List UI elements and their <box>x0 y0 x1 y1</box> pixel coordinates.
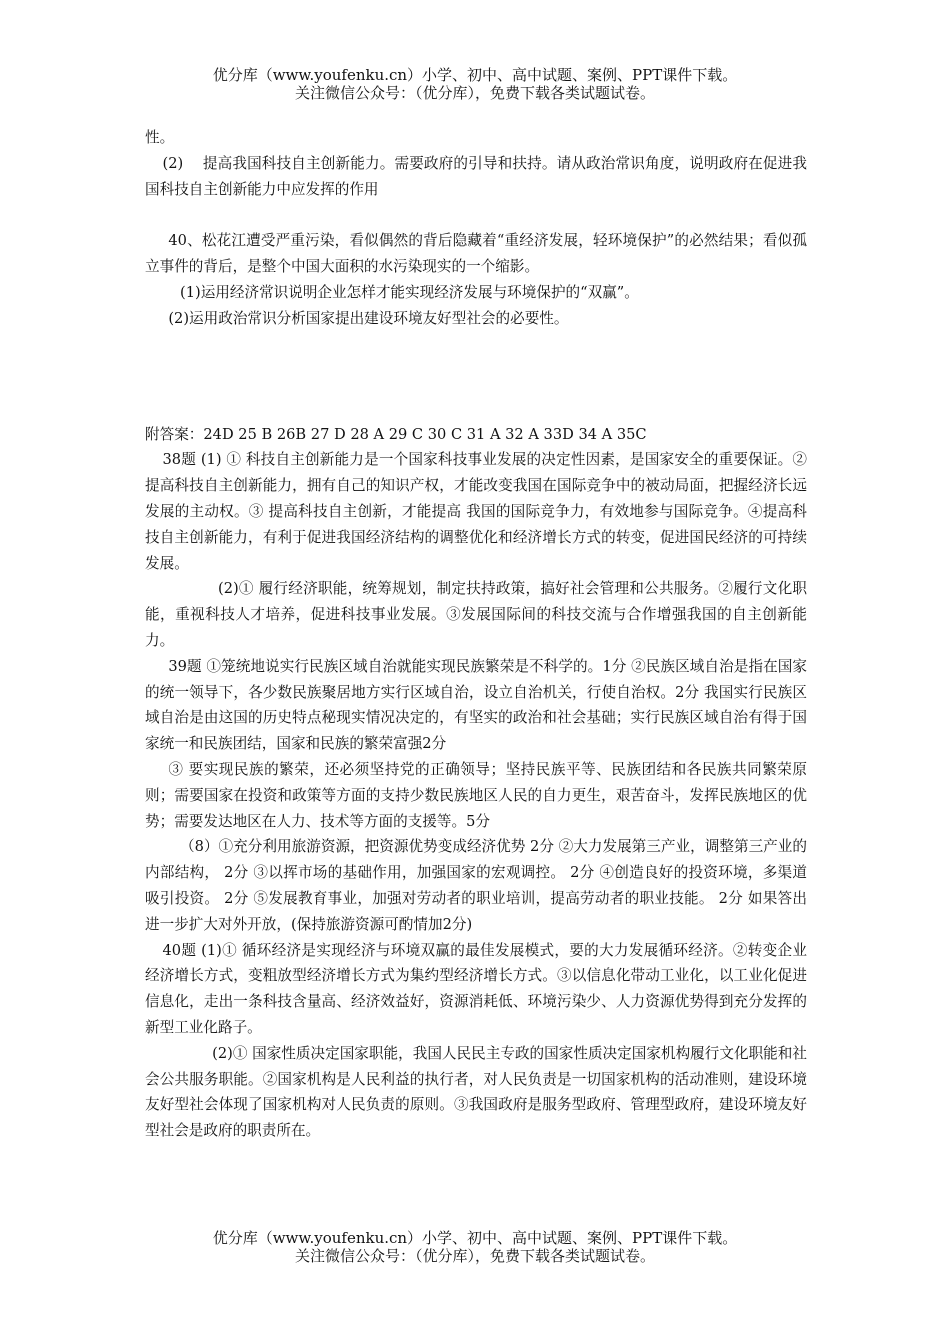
document-body <box>145 125 807 1144</box>
page-footer <box>0 1229 950 1265</box>
answer-39-part-1: 39题 ①笼统地说实行民族区域自治就能实现民族繁荣是不科学的。1分 ②民族区域自治是指在国家的统一领导下，各少数民族聚居地方实行区域自治，设立自治机关，行使自治权。2分 我国实行民族区域自治是由这国的历史特点秘现实情况决定的，有坚实的政治和社会基础；实行民族区域自治有得于国家统一和民族团结，国家和民族的繁荣富强2分 <box>145 657 807 753</box>
header-line-1: 优分库（www.youfenku.cn）小学、初中、高中试题、案例、PPT课件下载。 <box>212 66 738 84</box>
question-40: 40、松花江遭受严重污染，看似偶然的背后隐藏着“重经济发展，轻环境保护”的必然结果；看似孤立事件的背后，是整个中国大面积的水污染现实的一个缩影。 <box>145 232 807 276</box>
page-header <box>0 66 950 102</box>
answer-39-part-8: （8）①充分利用旅游资源，把资源优势变成经济优势 2分 ②大力发展第三产业，调整第三产业的内部结构， 2分 ③以挥市场的基础作用，加强国家的宏观调控。 2分 ④创造良好的投资环境，多渠道吸引投资。 2分 ⑤发展教育事业，加强对劳动者的职业培训，提高劳动者的职业技能。 2分 如果答出进一步扩大对外开放，(保持旅游资源可酌情加2分) <box>145 838 807 933</box>
answer-key: 附答案：24D 25 B 26B 27 D 28 A 29 C 30 C 31 A 32 A 33D 34 A 35C <box>145 425 647 443</box>
answer-38-part-2: (2)① 履行经济职能，统筹规划，制定扶持政策，搞好社会管理和公共服务。②履行文化职能，重视科技人才培养，促进科技事业发展。③发展国际间的科技交流与合作增强我国的自主创新能力。 <box>145 580 807 649</box>
answer-38-part-1: 38题 (1) ① 科技自主创新能力是一个国家科技事业发展的决定性因素，是国家安全的重要保证。②提高科技自主创新能力，拥有自己的知识产权，才能改变我国在国际竞争中的被动局面，把握经济长远发展的主动权。③ 提高科技自主创新，才能提高 我国的国际竞争力，有效地参与国际竞争。④提高科技自主创新能力，有利于促进我国经济结构的调整优化和经济增长方式的转变，促进国民经济的可持续发展。 <box>145 451 807 572</box>
paragraph-tail: 性。 <box>145 129 175 146</box>
answer-39-part-3: ③ 要实现民族的繁荣，还必须坚持党的正确领导；坚持民族平等、民族团结和各民族共同繁荣原则；需要国家在投资和政策等方面的支持少数民族地区人民的自力更生，艰苦奋斗，发挥民族地区的优势；需要发达地区在人力、技术等方面的支援等。5分 <box>145 760 807 830</box>
header-line-2: 关注微信公众号：（优分库），免费下载各类试题试卷。 <box>294 84 655 102</box>
question-40-part-2: (2)运用政治常识分析国家提出建设环境友好型社会的必要性。 <box>168 309 569 327</box>
spacer <box>145 332 807 422</box>
spacer <box>145 202 807 228</box>
question-39-part-2: (2) 提高我国科技自主创新能力。需要政府的引导和扶持。请从政治常识角度，说明政府在促进我国科技自主创新能力中应发挥的作用 <box>145 154 807 198</box>
answer-40-part-1: 40题 (1)① 循环经济是实现经济与环境双赢的最佳发展模式，要的大力发展循环经济。②转变企业经济增长方式，变粗放型经济增长方式为集约型经济增长方式。③以信息化带动工业化，以工业化促进信息化，走出一条科技含量高、经济效益好，资源消耗低、环境污染少、人力资源优势得到充分发挥的新型工业化路子。 <box>145 941 807 1036</box>
answer-40-part-2: (2)① 国家性质决定国家职能，我国人民民主专政的国家性质决定国家机构履行文化职能和社会公共服务职能。②国家机构是人民利益的执行者，对人民负责是一切国家机构的活动准则，建设环境友好型社会体现了国家机构对人民负责的原则。③我国政府是服务型政府、管理型政府，建设环境友好型社会是政府的职责所在。 <box>145 1044 807 1140</box>
footer-line-1: 优分库（www.youfenku.cn）小学、初中、高中试题、案例、PPT课件下载。 <box>212 1229 738 1247</box>
footer-line-2: 关注微信公众号：（优分库），免费下载各类试题试卷。 <box>294 1247 655 1265</box>
question-40-part-1: (1)运用经济常识说明企业怎样才能实现经济发展与环境保护的“双赢”。 <box>180 283 639 301</box>
